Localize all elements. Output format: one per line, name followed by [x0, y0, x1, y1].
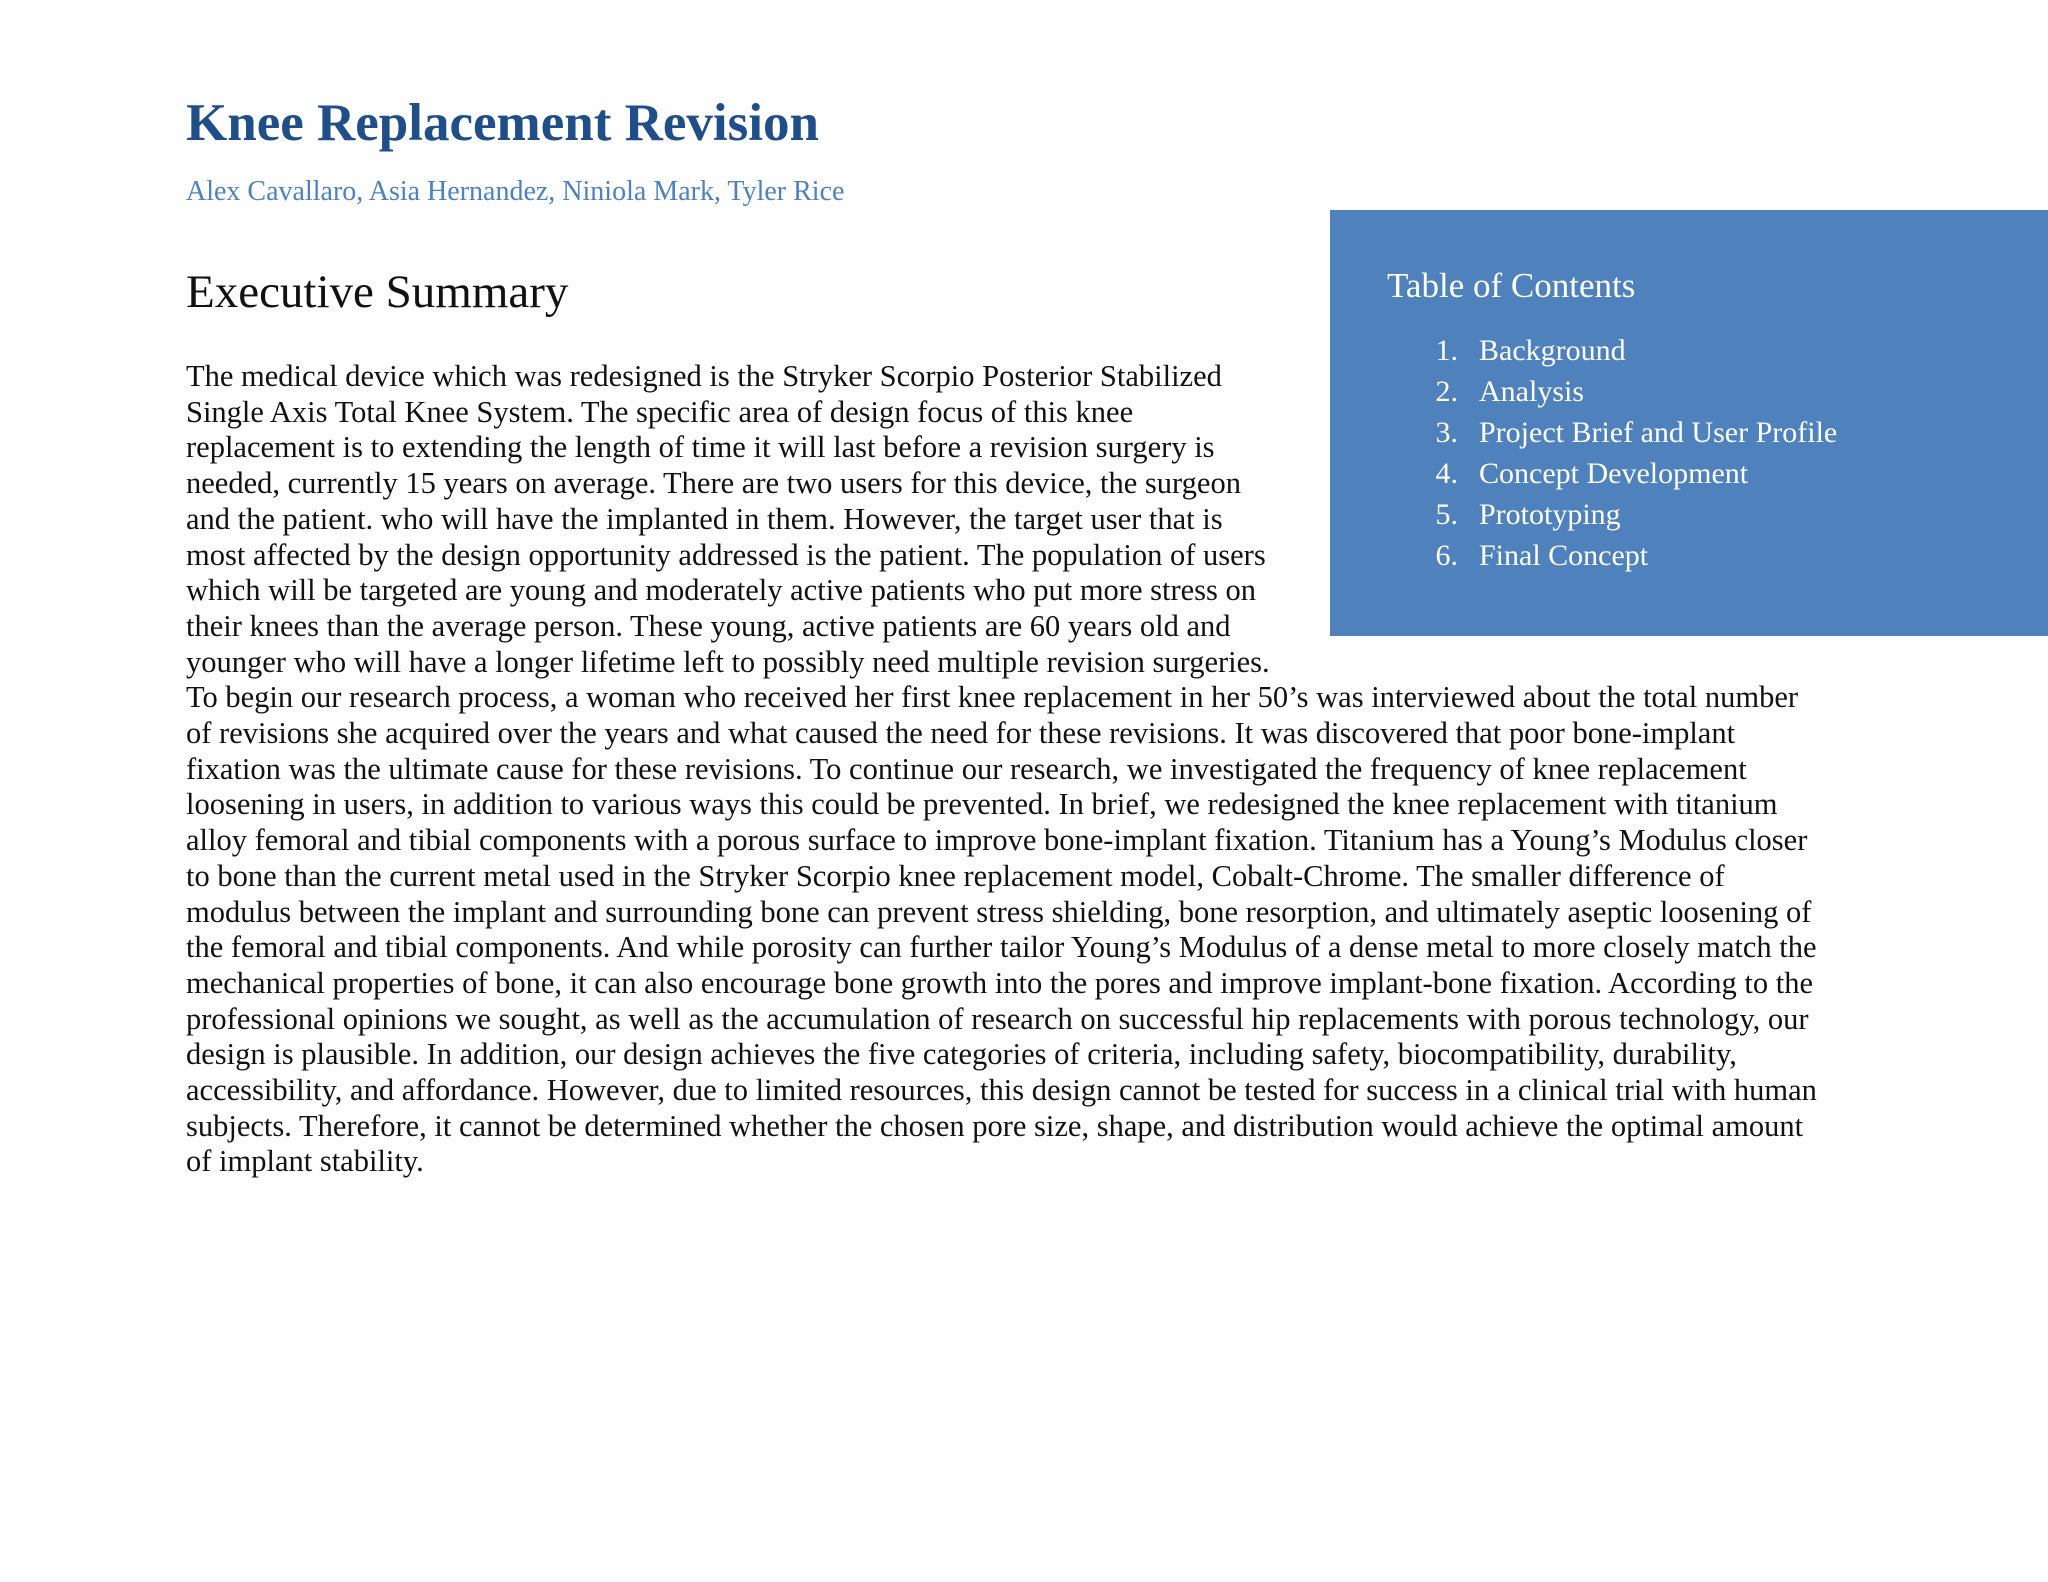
body-text-line: The medical device which was redesigned is the Stryker Scorpio Posterior Stabilized — [186, 359, 1222, 393]
body-text-line: Single Axis Total Knee System. The specific area of design focus of this knee — [186, 394, 1134, 429]
body-text-line: replacement is to extending the length of time it will last before a revision surgery is — [186, 430, 1215, 465]
toc-item-label: Analysis — [1479, 375, 1584, 408]
body-text-line: needed, currently 15 years on average. There are two users for this device, the surgeon — [186, 466, 1241, 501]
body-text-line: To begin our research process, a woman who received her first knee replacement in her 50’s was interviewed about the total number — [186, 680, 1799, 715]
toc-item-number: 1. — [1435, 334, 1458, 367]
body-text-line: modulus between the implant and surrounding bone can prevent stress shielding, bone resorption, and ultimately aseptic loosening of — [186, 894, 1812, 929]
body-text-line: accessibility, and affordance. However, due to limited resources, this design cannot be tested for success in a clinical trial with human — [186, 1073, 1817, 1108]
body-text-line: of revisions she acquired over the years and what caused the need for these revisions. It was discovered that poor bone-implant — [186, 716, 1736, 751]
body-text-line: their knees than the average person. These young, active patients are 60 years old and — [186, 608, 1231, 643]
toc-item-number: 2. — [1435, 375, 1458, 408]
executive-summary-body — [186, 359, 1817, 1180]
document-title: Knee Replacement Revision — [186, 94, 819, 152]
toc-item-label: Final Concept — [1479, 539, 1649, 572]
body-text-line: loosening in users, in addition to various ways this could be prevented. In brief, we redesigned the knee replacement with titanium — [186, 787, 1778, 822]
toc-item-label: Background — [1479, 334, 1626, 367]
body-text-line: to bone than the current metal used in the Stryker Scorpio knee replacement model, Cobalt-Chrome. The smaller difference of — [186, 858, 1725, 893]
body-text-line: design is plausible. In addition, our design achieves the five categories of criteria, including safety, biocompatibility, durability, — [186, 1037, 1737, 1072]
body-text-line: of implant stability. — [186, 1144, 424, 1179]
body-text-line: which will be targeted are young and moderately active patients who put more stress on — [186, 573, 1257, 608]
executive-summary-heading: Executive Summary — [186, 266, 569, 318]
toc-heading: Table of Contents — [1387, 266, 1636, 305]
body-text-line: alloy femoral and tibial components with a porous surface to improve bone-implant fixation. Titanium has a Young’s Modulus closer — [186, 823, 1808, 858]
toc-item-label: Prototyping — [1479, 498, 1621, 531]
toc-item-label: Concept Development — [1479, 457, 1749, 490]
author-list: Alex Cavallaro, Asia Hernandez, Niniola Mark, Tyler Rice — [186, 176, 845, 207]
body-text-line: the femoral and tibial components. And while porosity can further tailor Young’s Modulus of a dense metal to more closely match the — [186, 930, 1817, 965]
toc-item-label: Project Brief and User Profile — [1479, 416, 1838, 449]
body-text-line: fixation was the ultimate cause for these revisions. To continue our research, we investigated the frequency of knee replacement — [186, 751, 1747, 786]
body-text-line: most affected by the design opportunity addressed is the patient. The population of users — [186, 537, 1266, 572]
toc-item-number: 6. — [1435, 539, 1458, 572]
body-text-line: mechanical properties of bone, it can also encourage bone growth into the pores and improve implant-bone fixation. According to the — [186, 965, 1814, 1000]
toc-item-number: 5. — [1435, 498, 1458, 531]
toc-item-number: 4. — [1435, 457, 1458, 490]
body-text-line: professional opinions we sought, as well as the accumulation of research on successful hip replacements with porous technology, our — [186, 1001, 1809, 1036]
body-text-line: subjects. Therefore, it cannot be determined whether the chosen pore size, shape, and distribution would achieve the optimal amount — [186, 1108, 1804, 1143]
body-text-line: younger who will have a longer lifetime left to possibly need multiple revision surgeries. — [186, 644, 1270, 679]
toc-item-number: 3. — [1435, 416, 1458, 449]
body-text-line: and the patient. who will have the implanted in them. However, the target user that is — [186, 501, 1223, 536]
